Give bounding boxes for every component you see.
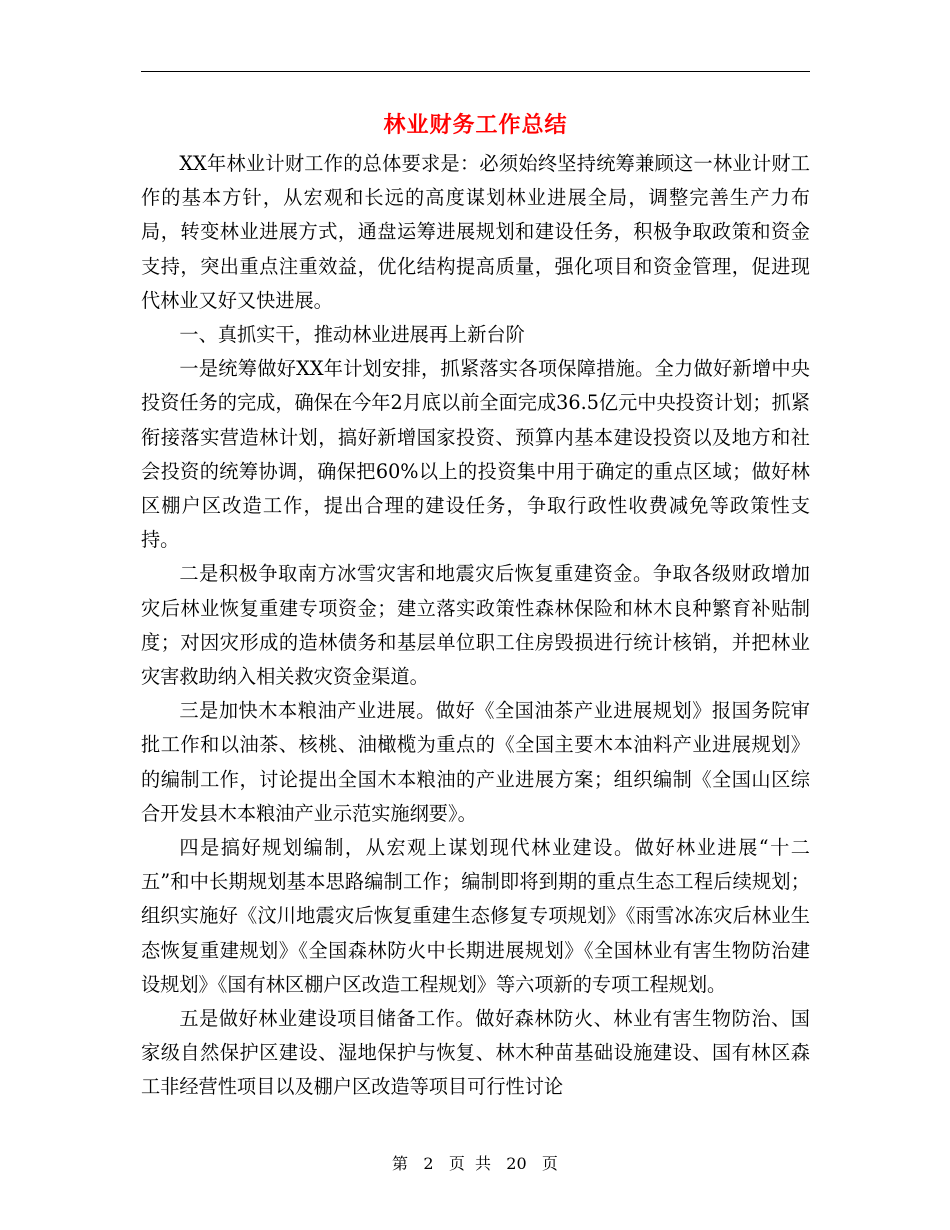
footer-total-pages: 20	[506, 1154, 527, 1173]
paragraph-intro: XX年林业计财工作的总体要求是：必须始终坚持统筹兼顾这一林业计财工作的基本方针，从宏观和长远的高度谋划林业进展全局，调整完善生产力布局，转变林业进展方式，通盘运筹进展规划和建设任务，积极争取政策和资金支持，突出重点注重效益，优化结构提高质量，强化项目和资金管理，促进现代林业又好又快进展。	[141, 152, 810, 312]
paragraph-item-1: 一是统筹做好XX年计划安排，抓紧落实各项保障措施。全力做好新增中央投资任务的完成，确保在今年2月底以前全面完成36.5亿元中央投资计划；抓紧衔接落实营造林计划，搞好新增国家投资、预算内基本建设投资以及地方和社会投资的统筹协调，确保把60%以上的投资集中用于确定的重点区域；做好林区棚户区改造工作，提出合理的建设任务，争取行政性收费减免等政策性支持。	[141, 357, 810, 552]
paragraph-item-2: 二是积极争取南方冰雪灾害和地震灾后恢复重建资金。争取各级财政增加灾后林业恢复重建专项资金；建立落实政策性森林保险和林木良种繁育补贴制度；对因灾形成的造林债务和基层单位职工住房毁损进行统计核销，并把林业灾害救助纳入相关救灾资金渠道。	[141, 562, 810, 689]
section-heading: 一、真抓实干，推动林业进展再上新台阶	[179, 323, 525, 347]
header-rule	[141, 71, 810, 72]
footer-middle: 页 共	[448, 1154, 491, 1173]
footer-current-page: 2	[423, 1154, 434, 1173]
document-title: 林业财务工作总结	[383, 112, 568, 138]
paragraph-item-4: 四是搞好规划编制，从宏观上谋划现代林业建设。做好林业进展“十二五”和中长期规划基本思路编制工作；编制即将到期的重点生态工程后续规划；组织实施好《汶川地震灾后恢复重建生态修复专项规划》《雨雪冰冻灾后林业生态恢复重建规划》《全国森林防火中长期进展规划》《全国林业有害生物防治建设规划》《国有林区棚户区改造工程规划》等六项新的专项工程规划。	[141, 836, 810, 996]
document-body	[141, 147, 810, 1105]
paragraph-item-5: 五是做好林业建设项目储备工作。做好森林防火、林业有害生物防治、国家级自然保护区建设、湿地保护与恢复、林木种苗基础设施建设、国有林区森工非经营性项目以及棚户区改造等项目可行性讨论	[141, 1007, 810, 1099]
page-footer	[0, 1152, 950, 1176]
paragraph-item-3: 三是加快木本粮油产业进展。做好《全国油茶产业进展规划》报国务院审批工作和以油茶、核桃、油橄榄为重点的《全国主要木本油料产业进展规划》的编制工作，讨论提出全国木本粮油的产业进展方案；组织编制《全国山区综合开发县木本粮油产业示范实施纲要》。	[141, 699, 810, 825]
footer-suffix: 页	[541, 1154, 558, 1173]
footer-prefix: 第	[392, 1154, 409, 1173]
